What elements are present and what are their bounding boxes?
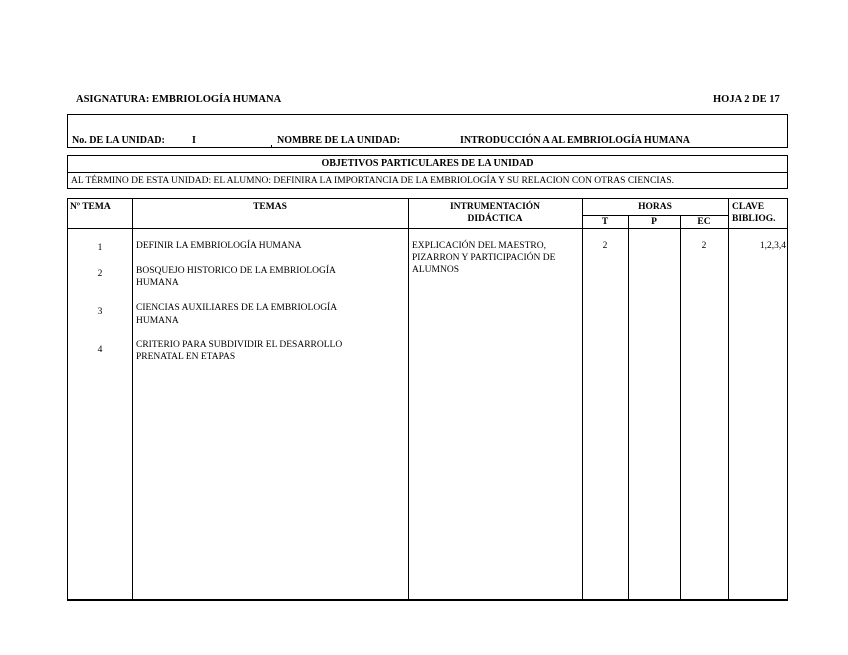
row-tema: CIENCIAS AUXILIARES DE LA EMBRIOLOGÍA (136, 303, 338, 313)
horas-t-value: 2 (602, 241, 608, 251)
horas-ec-value: 2 (701, 241, 707, 251)
unidad-name-label: NOMBRE DE LA UNIDAD: (277, 135, 401, 146)
header-temas: TEMAS (253, 202, 287, 212)
instrumentacion-text: EXPLICACIÓN DEL MAESTRO, (412, 241, 546, 251)
row-tema: BOSQUEJO HISTORICO DE LA EMBRIOLOGÍA (136, 266, 336, 276)
objetivos-text: AL TÉRMINO DE ESTA UNIDAD: EL ALUMNO: DEFINIRA LA IMPORTANCIA DE LA EMBRIOLOGÍA Y SU RELACION CON OTRAS CIENCIAS. (71, 176, 675, 186)
row-tema: DEFINIR LA EMBRIOLOGÍA HUMANA (136, 241, 302, 251)
unidad-number-value: I (192, 135, 196, 146)
divider (132, 199, 133, 599)
header-bibliog: BIBLIOG. (732, 214, 776, 224)
unidad-number-label: No. DE LA UNIDAD: (72, 135, 165, 146)
row-num: 1 (97, 243, 103, 253)
row-tema-cont: HUMANA (136, 278, 179, 288)
unidad-name-value: INTRODUCCIÓN A AL EMBRIOLOGÍA HUMANA (460, 135, 691, 146)
header-horas: HORAS (638, 202, 672, 212)
header-didactica: DIDÁCTICA (467, 214, 523, 224)
page-number: HOJA 2 DE 17 (713, 94, 780, 105)
divider (582, 215, 728, 216)
header-bottom-line (68, 228, 787, 229)
divider (628, 215, 629, 599)
divider (271, 145, 272, 148)
row-tema: CRITERIO PARA SUBDIVIDIR EL DESARROLLO (136, 340, 343, 350)
objetivos-box (67, 155, 788, 189)
divider (728, 199, 729, 599)
row-num: 2 (97, 269, 103, 279)
instrumentacion-text: PIZARRON Y PARTICIPACIÓN DE (412, 253, 556, 263)
header-instrumentacion: INTRUMENTACIÓN (449, 202, 541, 212)
row-tema-cont: PRENATAL EN ETAPAS (136, 352, 236, 362)
divider (68, 172, 787, 173)
header-clave: CLAVE (732, 202, 765, 212)
divider (680, 215, 681, 599)
row-tema-cont: HUMANA (136, 316, 179, 326)
header-p: P (651, 217, 657, 227)
divider (582, 199, 583, 599)
header-num-tema: Nº TEMA (70, 202, 111, 212)
row-num: 3 (97, 307, 103, 317)
temas-table (67, 198, 788, 601)
instrumentacion-text: ALUMNOS (412, 265, 459, 275)
clave-bibliog-value: 1,2,3,4 (759, 241, 786, 251)
row-num: 4 (97, 345, 103, 355)
divider (408, 199, 409, 599)
header-ec: EC (697, 217, 711, 227)
asignatura-title: ASIGNATURA: EMBRIOLOGÍA HUMANA (76, 94, 282, 105)
objetivos-title: OBJETIVOS PARTICULARES DE LA UNIDAD (321, 158, 534, 169)
unidad-box (67, 114, 788, 148)
header-t: T (601, 217, 609, 227)
